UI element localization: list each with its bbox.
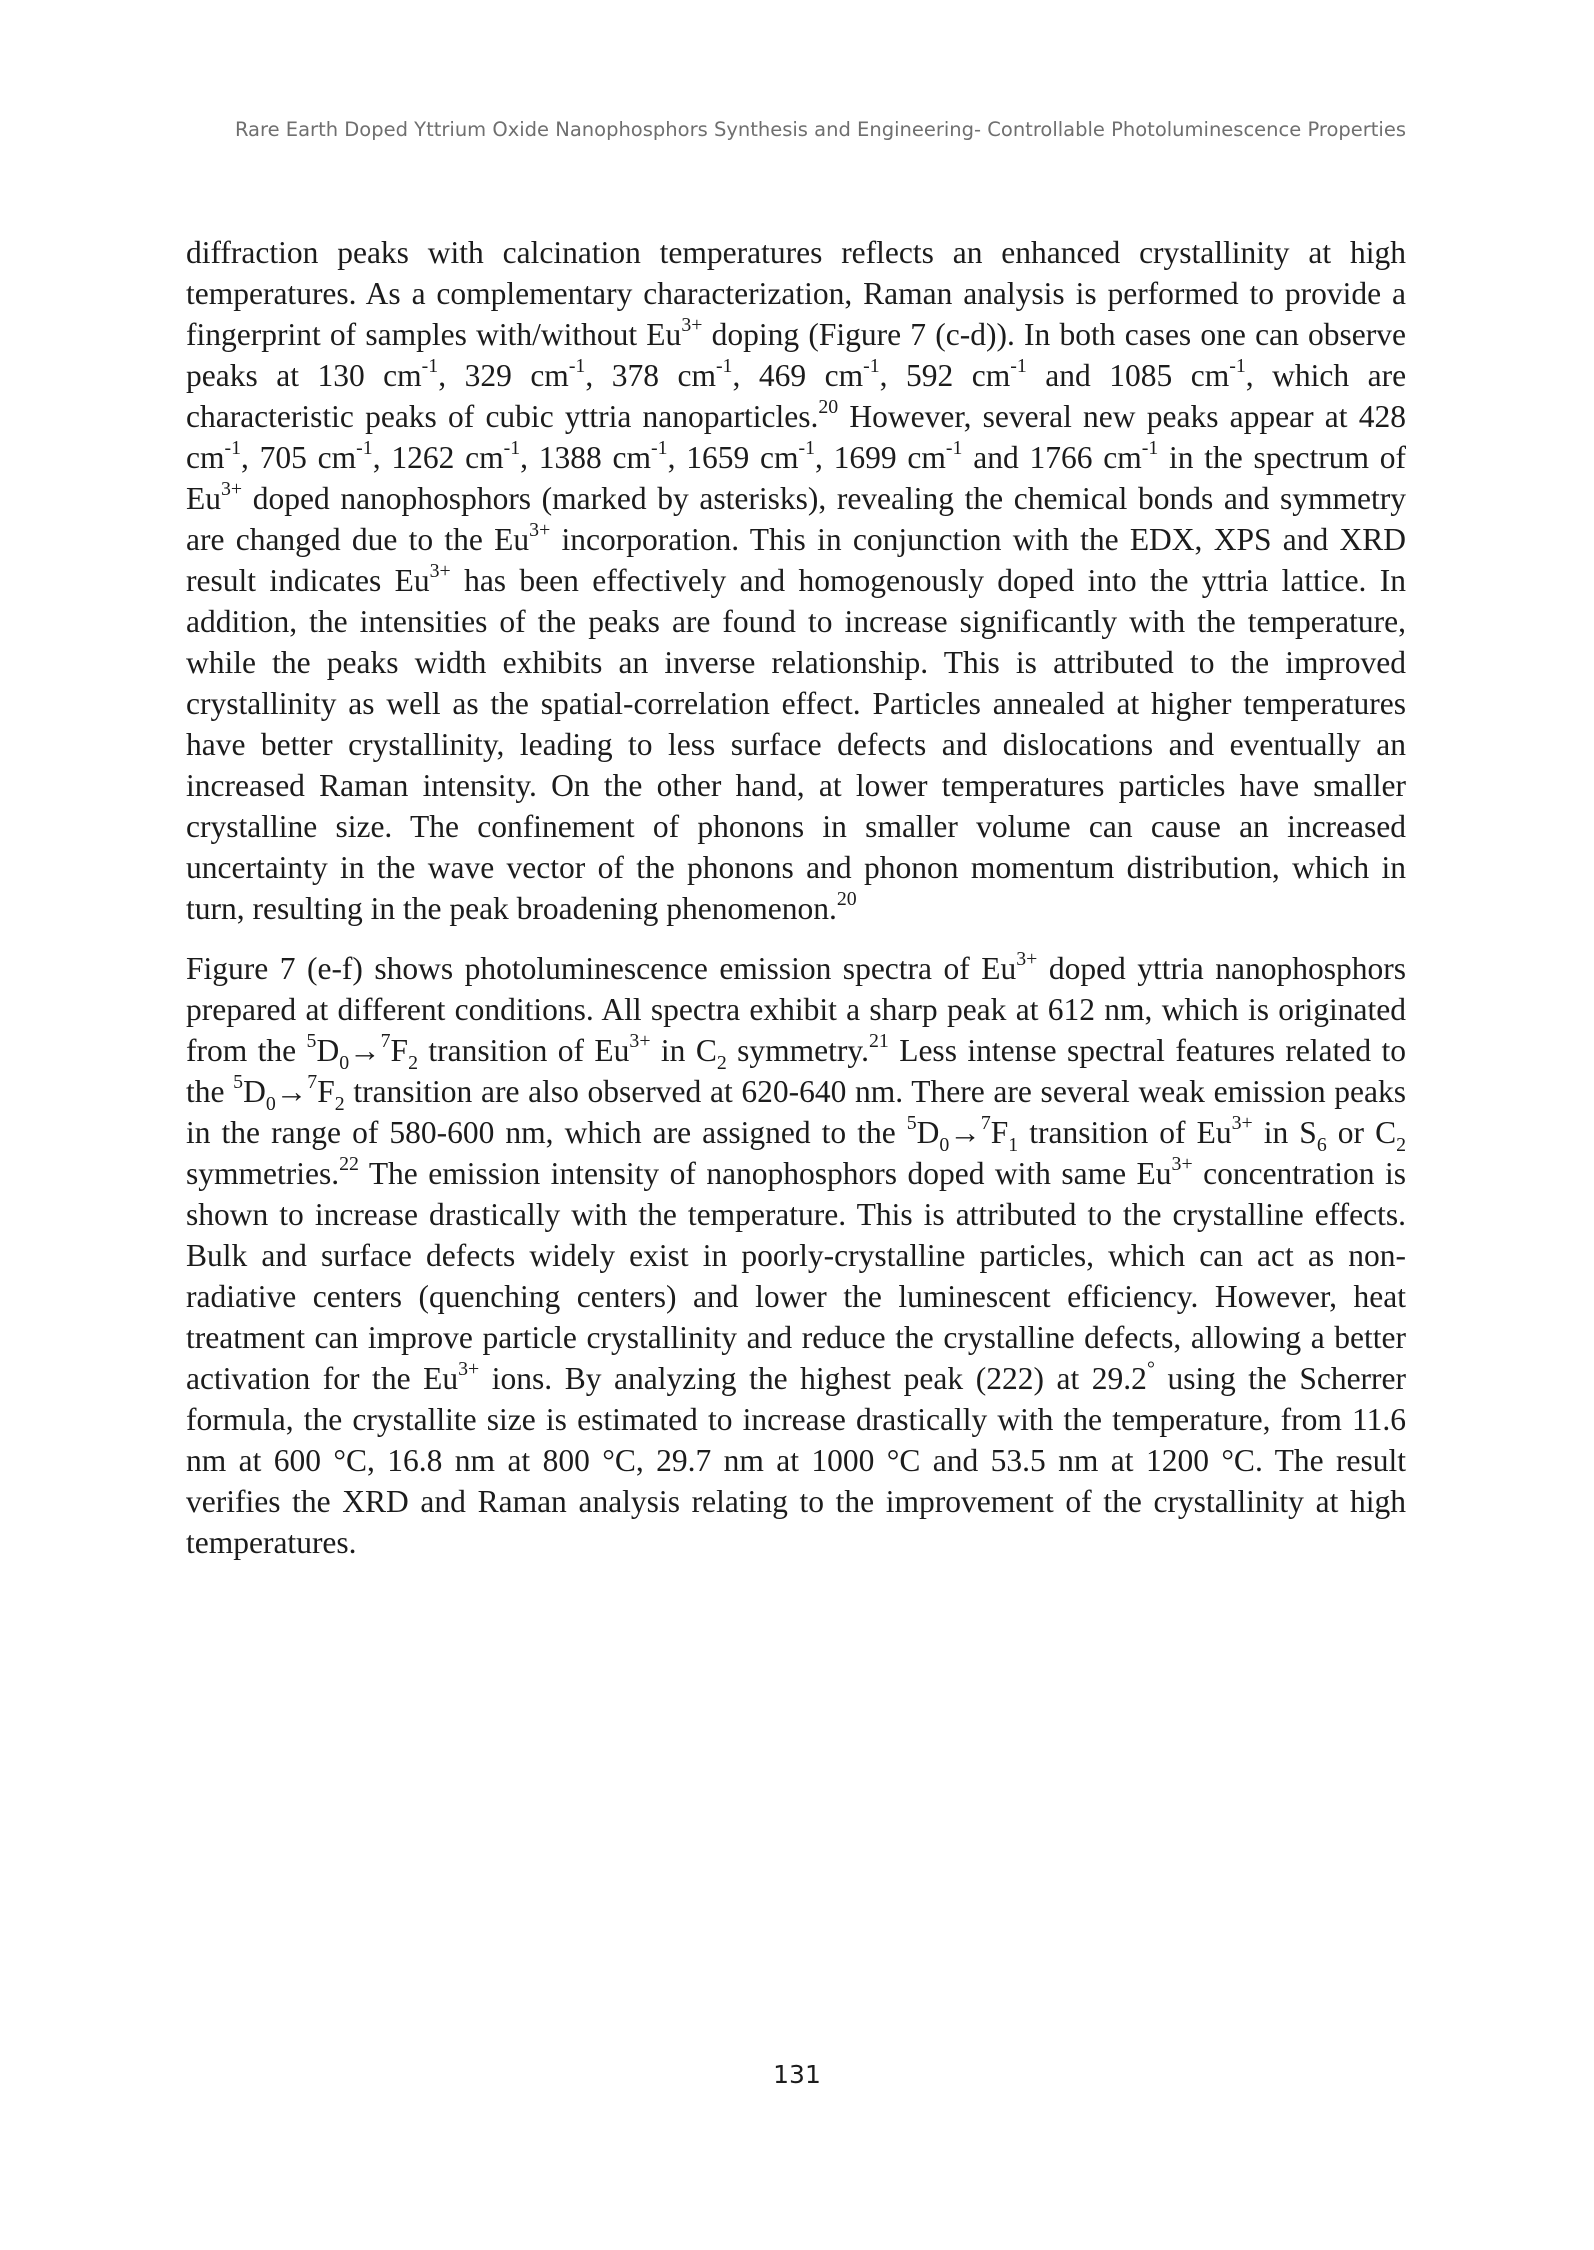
citation-20: 20 — [818, 395, 839, 418]
citation-20: 20 — [836, 887, 857, 910]
running-head: Rare Earth Doped Yttrium Oxide Nanophosphors Synthesis and Engineering- Controllable Photoluminescence Properties — [234, 118, 1406, 141]
paragraph-photoluminescence: Figure 7 (e-f) shows photoluminescence emission spectra of $Eu^{3+}$ doped yttria nanophosphors prepared at different conditions. All spectra exhibit a sharp peak at 612 nm, which is originated from the $^5D_0\to^7F_2$ transition of $Eu^{3+}$ in $C_2$ symmetry.$^{21}$ Less intense spectral features related to the $^5D_0\to^7F_2$ transition are also observed at 620-640 nm. There are several weak emission peaks in the range of 580-600 nm, which are assigned to the $^5D_0\to^7F_1$ transition of $Eu^{3+}$ in $S_6$ or $C_2$ symmetries.$^{22}$ The emission intensity of nanophosphors doped with same $Eu^{3+}$ concentration is shown to increase drastically with the temperature. This is attributed to the crystalline effects. Bulk and surface defects widely exist in poorly-crystalline particles, which can act as non-radiative centers (quenching centers) and lower the luminescent efficiency. However, heat treatment can improve particle crystallinity and reduce the crystalline defects, allowing a better activation for the $Eu^{3+}$ ions. By analyzing the highest peak (222) at 29.2° using the Scherrer formula, the crystallite size is estimated to increase drastically with the temperature, from 11.6 nm at 600 °C, 16.8 nm at 800 °C, 29.7 nm at 1000 °C and 53.5 nm at 1200 °C. The result verifies the XRD and Raman analysis relating to the improvement of the crystallinity at high temperatures. — [186, 947, 1407, 1560]
page-number: 131 — [773, 2060, 821, 2089]
page-body — [186, 232, 1406, 1563]
citation-21: 21 — [868, 1029, 889, 1052]
citation-22: 22 — [339, 1152, 359, 1175]
paragraph-raman: diffraction peaks with calcination temperatures reflects an enhanced crystallinity at high temperatures. As a complementary characterization, Raman analysis is performed to provide a fingerprint of samples with/without $Eu^{3+}$ doping (Figure 7 (c-d)). In both cases one can observe peaks at 130 $cm^{-1}$, 329 $cm^{-1}$, 378 $cm^{-1}$, 469 $cm^{-1}$, 592 $cm^{-1}$ and 1085 $cm^{-1}$, which are characteristic peaks of cubic yttria nanoparticles.$^{20}$ However, several new peaks appear at 428 $cm^{-1}$, 705 $cm^{-1}$, 1262 $cm^{-1}$, 1388 $cm^{-1}$, 1659 $cm^{-1}$, 1699 $cm^{-1}$ and 1766 $cm^{-1}$ in the spectrum of $Eu^{3+}$ doped nanophosphors (marked by asterisks), revealing the chemical bonds and symmetry are changed due to the $Eu^{3+}$ incorporation. This in conjunction with the EDX, XPS and XRD result indicates $Eu^{3+}$ has been effectively and homogenously doped into the yttria lattice. In addition, the intensities of the peaks are found to increase significantly with the temperature, while the peaks width exhibits an inverse relationship. This is attributed to the improved crystallinity as well as the spatial-correlation effect. Particles annealed at higher temperatures have better crystallinity, leading to less surface defects and dislocations and eventually an increased Raman intensity. On the other hand, at lower temperatures particles have smaller crystalline size. The confinement of phonons in smaller volume can cause an increased uncertainty in the wave vector of the phonons and phonon momentum distribution, which in turn, resulting in the peak broadening phenomenon.$^{20}$ — [186, 235, 1407, 926]
